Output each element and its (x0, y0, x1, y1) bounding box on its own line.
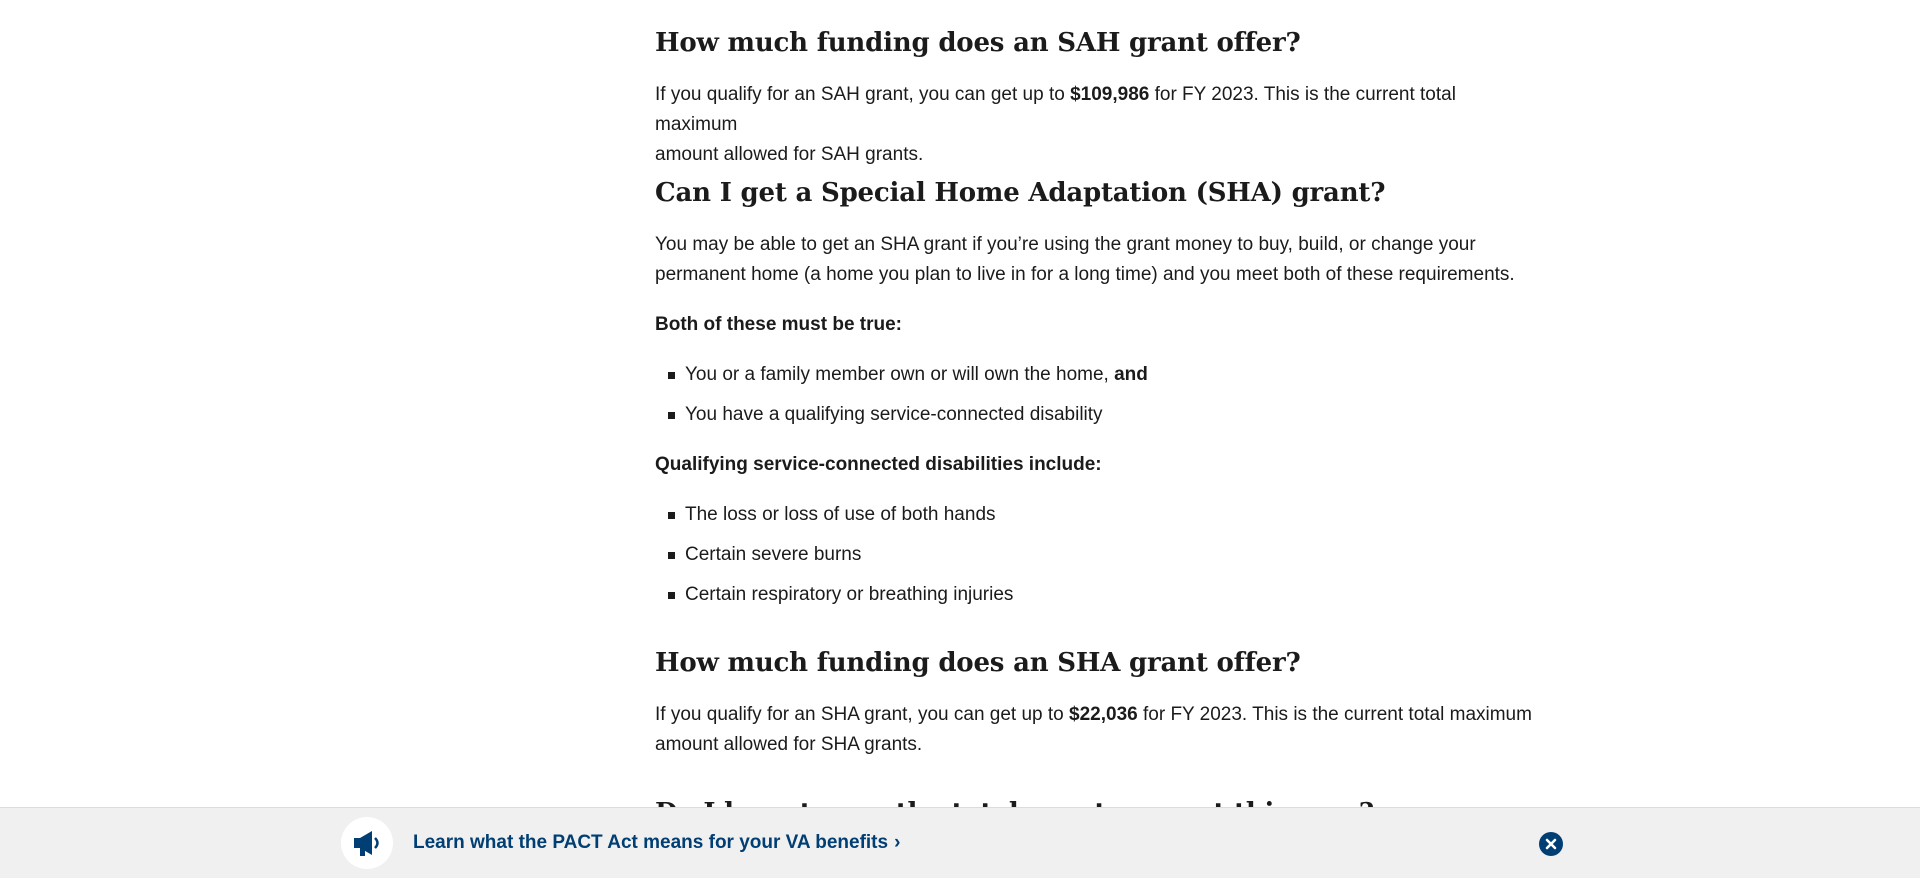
megaphone-icon (341, 817, 393, 869)
sah-funding-paragraph (655, 80, 1535, 170)
list-item (655, 540, 1013, 580)
list-item-text: You or a family member own or will own the home, (685, 364, 1115, 385)
both-requirements-list (655, 360, 1148, 440)
square-bullet-icon (668, 552, 675, 559)
sah-funding-heading: How much funding does an SAH grant offer? (655, 28, 1301, 58)
list-item-text: Certain severe burns (685, 544, 862, 565)
square-bullet-icon (668, 372, 675, 379)
sha-funding-text-after: for FY 2023. This is the current total maximum (1137, 704, 1532, 725)
list-item (655, 500, 1013, 540)
close-icon (1545, 838, 1557, 850)
square-bullet-icon (668, 592, 675, 599)
both-requirements-label: Both of these must be true: (655, 314, 903, 335)
sha-eligibility-heading: Can I get a Special Home Adaptation (SHA) grant? (655, 178, 1386, 208)
square-bullet-icon (668, 412, 675, 419)
sha-funding-amount: $22,036 (1069, 704, 1138, 725)
list-item-text: Certain respiratory or breathing injuries (685, 584, 1014, 605)
sha-funding-text-line2: amount allowed for SHA grants. (655, 734, 923, 755)
pact-act-link-text: Learn what the PACT Act means for your VA benefits (413, 832, 889, 853)
sha-intro-paragraph (655, 230, 1535, 290)
sha-funding-heading: How much funding does an SHA grant offer? (655, 648, 1301, 678)
list-item-text: The loss or loss of use of both hands (685, 504, 996, 525)
list-item (655, 360, 1148, 400)
sha-funding-text-before: If you qualify for an SHA grant, you can get up to (655, 704, 1070, 725)
list-item (655, 400, 1148, 440)
chevron-right-icon: › (894, 832, 901, 853)
sah-funding-text-before: If you qualify for an SAH grant, you can get up to (655, 84, 1071, 105)
pact-act-link[interactable] (413, 830, 900, 856)
qualifying-disabilities-label: Qualifying service-connected disabilities include: (655, 454, 1102, 475)
sha-intro-line1: You may be able to get an SHA grant if you’re using the grant money to buy, build, or change your (655, 234, 1476, 255)
close-banner-button[interactable] (1539, 832, 1563, 856)
qualifying-disabilities-list (655, 500, 1013, 620)
pact-act-banner (0, 807, 1920, 878)
list-item (655, 580, 1013, 620)
square-bullet-icon (668, 512, 675, 519)
sah-funding-text-line2: amount allowed for SAH grants. (655, 144, 924, 165)
list-item-bold-suffix: and (1114, 364, 1148, 385)
list-item-text: You have a qualifying service-connected disability (685, 404, 1103, 425)
sha-funding-paragraph (655, 700, 1535, 760)
sah-funding-text-after: for FY 2023. This is the current total maximum (655, 84, 1456, 135)
sha-intro-line2: permanent home (a home you plan to live in for a long time) and you meet both of these requirements. (655, 264, 1515, 285)
sah-funding-amount: $109,986 (1070, 84, 1150, 105)
